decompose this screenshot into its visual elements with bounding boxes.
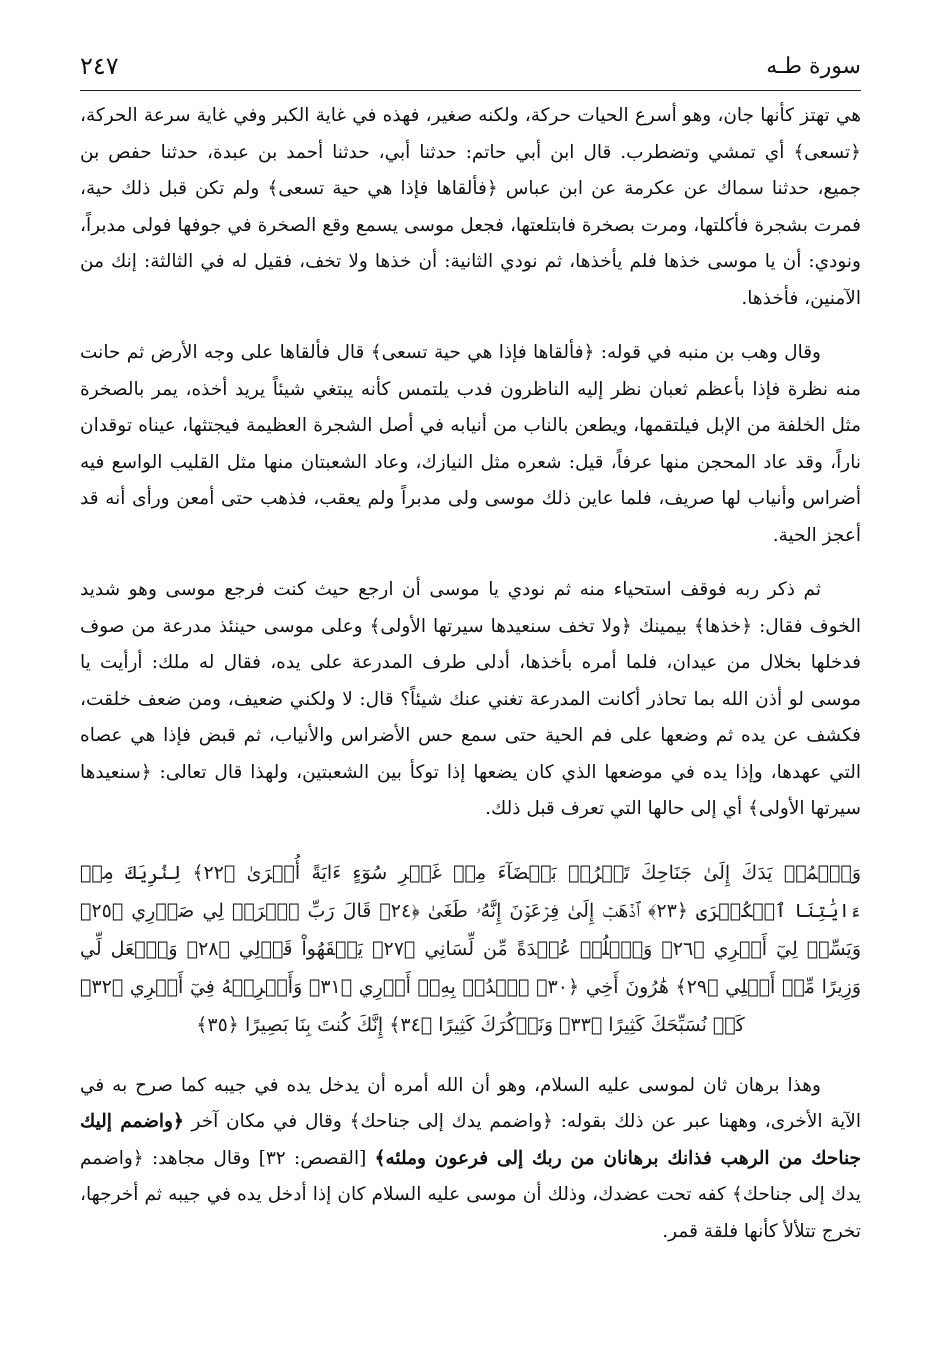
- page-number: ٢٤٧: [80, 52, 119, 80]
- paragraph-1: هي تهتز كأنها جان، وهو أسرع الحيات حركة، ولكنه صغير، فهذه في غاية الكبر وفي غاية سرعة الحركة، ﴿تسعى﴾ أي تمشي وتضطرب. قال ابن أبي حاتم: حدثنا أبي، حدثنا أحمد بن عبدة، حدثنا حفص بن جميع، حدثنا سماك عن عكرمة عن ابن عباس ﴿فألقاها فإذا هي حية تسعى﴾ ولم تكن قبل ذلك حية، فمرت بشجرة فأكلتها، ومرت بصخرة فابتلعتها، فجعل موسى يسمع وقع الصخرة في جوفها فولى مدبراً، ونودي: أن يا موسى خذها فلم يأخذها، ثم نودي الثانية: أن خذها ولا تخف، فقيل له في الثالثة: إنك من الآمنين، فأخذها.: [80, 105, 861, 309]
- surah-title: سورة طـه: [766, 54, 861, 79]
- paragraph-4-part-1: وهذا برهان ثان لموسى عليه السلام، وهو أن الله أمره أن يدخل يده في جيبه كما صرح به في الآية الأخرى، وههنا عبر عن ذلك بقوله: ﴿واضمم يدك إلى جناحك﴾ وقال في مكان آخر: [80, 1074, 861, 1132]
- paragraph-4: [80, 1068, 861, 1251]
- paragraph-2: وقال وهب بن منبه في قوله: ﴿فألقاها فإذا هي حية تسعى﴾ قال فألقاها على وجه الأرض ثم حانت منه نظرة فإذا بأعظم ثعبان نظر إليه الناظرون فدب يلتمس كأنه يبتغي شيئاً يريد أخذه، يمر بالصخرة مثل الخلفة من الإبل فيلتقمها، ويطعن بالناب من أنيابه في أصل الشجرة العظيمة فيجتثها، عيناه توقدان ناراً، وقد عاد المحجن منها عرفاً، قيل: شعره مثل النيازك، وعاد الشعبتان منها مثل القليب الواسع فيه أضراس وأنياب لها صريف، فلما عاين ذلك موسى ولى مدبراً ولم يعقب، فذهب حتى أمعن ورأى أنه قد أعجز الحية.: [80, 342, 861, 546]
- paragraph-3: ثم ذكر ربه فوقف استحياء منه ثم نودي يا موسى أن ارجع حيث كنت فرجع موسى وهو شديد الخوف فقال: ﴿خذها﴾ بيمينك ﴿ولا تخف سنعيدها سيرتها الأولى﴾ وعلى موسى حينئذ مدرعة من صوف فدخلها بخلال من عيدان، فلما أمره بأخذها، أدلى طرف المدرعة على يده، فقال له ملك: أرأيت يا موسى لو أذن الله بما تحاذر أكانت المدرعة تغني عنك شيئاً؟ قال: لا ولكني ضعيف، ومن ضعف خلقت، فكشف عن يده ثم وضعها على فم الحية حتى سمع حس الأضراس والأنياب، ثم قبض فإذا هي عصاه التي عهدها، وإذا يده في موضعها الذي كان يضعها إذا توكأ بين الشعبتين، ولهذا قال تعالى: ﴿سنعيدها سيرتها الأولى﴾ أي إلى حالها التي تعرف قبل ذلك.: [80, 579, 861, 819]
- page-body: [80, 98, 861, 1250]
- page-header: [80, 50, 861, 91]
- paragraph-4-part-2: [القصص: ٣٢] وقال مجاهد: ﴿واضمم يدك إلى جناحك﴾ كفه تحت عضدك، وذلك أن موسى عليه السلام كان إذا أدخل يده في جيبه ثم أخرجها، تخرج تتلألأ كأنها فلقة قمر.: [80, 1147, 861, 1242]
- quran-verses-block: وَٱضۡمُمۡ يَدَكَ إِلَىٰ جَنَاحِكَ تَخۡرُجۡ بَيۡضَآءَ مِنۡ غَيۡرِ سُوٓءٍ ءَايَةً أُخۡرَىٰ ﴿٢٢﴾ لِنُرِيَكَ مِنۡ ءَايَٰتِنَا ٱلۡكُبۡرَى ﴿٢٣﴾ ٱذۡهَبۡ إِلَىٰ فِرۡعَوۡنَ إِنَّهُۥ طَغَىٰ ﴿٢٤﴾ قَالَ رَبِّ ٱشۡرَحۡ لِي صَدۡرِي ﴿٢٥﴾ وَيَسِّرۡ لِيٓ أَمۡرِي ﴿٢٦﴾ وَٱحۡلُلۡ عُقۡدَةً مِّن لِّسَانِي ﴿٢٧﴾ يَفۡقَهُواْ قَوۡلِي ﴿٢٨﴾ وَٱجۡعَل لِّي وَزِيرًا مِّنۡ أَهۡلِي ﴿٢٩﴾ هَٰرُونَ أَخِي ﴿٣٠﴾ ٱشۡدُدۡ بِهِۦٓ أَزۡرِي ﴿٣١﴾ وَأَشۡرِكۡهُ فِيٓ أَمۡرِي ﴿٣٢﴾ كَيۡ نُسَبِّحَكَ كَثِيرًا ﴿٣٣﴾ وَنَذۡكُرَكَ كَثِيرًا ﴿٣٤﴾ إِنَّكَ كُنتَ بِنَا بَصِيرًا ﴿٣٥﴾: [80, 861, 861, 1036]
- bold-verse-quote: ﴿واضمم إليك جناحك من الرهب فذانك برهانان من ربك إلى فرعون وملئه﴾: [80, 1111, 861, 1169]
